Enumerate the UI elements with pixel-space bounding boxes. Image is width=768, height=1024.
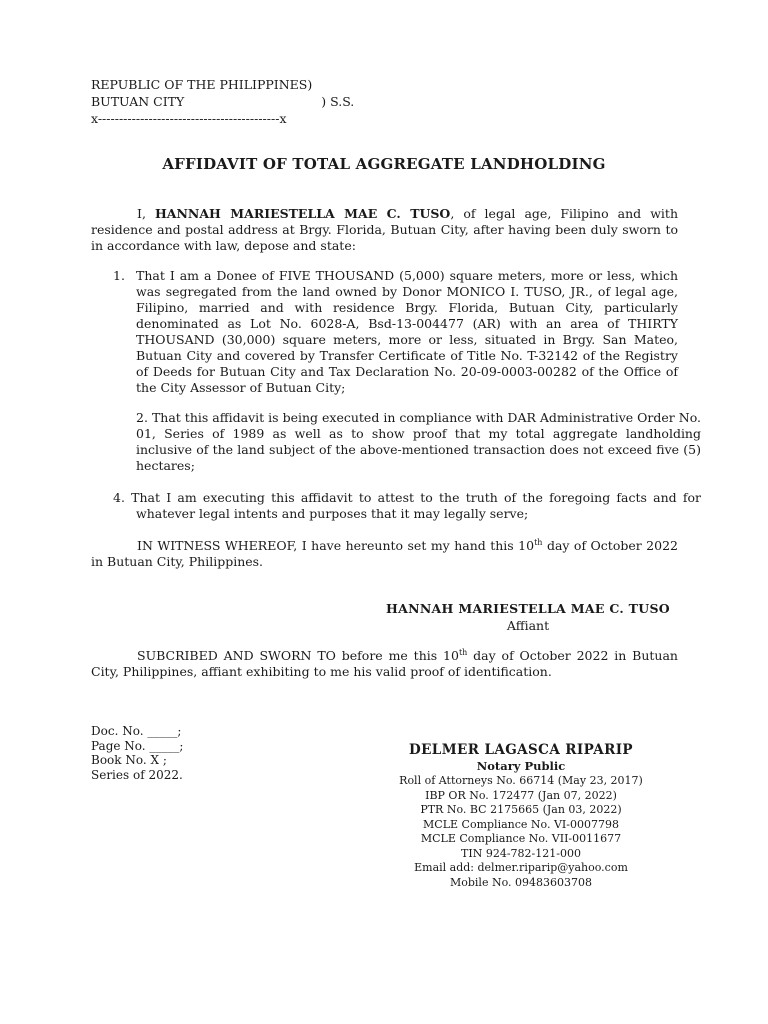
item-body: That this affidavit is being executed in compliance with DAR Administrative Order No. 01, Series of 1989 as well as to show proof that my total aggregate landholding inclusive of the land subject of the above-mentioned transaction does not exceed five (5) hectares;: [136, 410, 701, 473]
affiant-label: Affiant: [506, 618, 550, 633]
notary-credential: MCLE Compliance No. VII-0011677: [420, 832, 622, 845]
item-number: 2.: [136, 410, 148, 425]
venue-separator: x-------------------------------------------x: [91, 111, 287, 126]
venue-ss: ) S.S.: [321, 94, 355, 109]
affiant-name: HANNAH MARIESTELLA MAE C. TUSO: [386, 601, 670, 616]
notary-mobile: Mobile No. 09483603708: [449, 875, 592, 889]
intro-post: after having been duly sworn to in accordance with law, depose and state:: [91, 222, 678, 253]
doc-no: Doc. No. _____;: [91, 724, 182, 738]
affiant-name-inline: HANNAH MARIESTELLA MAE C. TUSO: [154, 206, 451, 221]
venue-city: BUTUAN CITY: [91, 94, 185, 109]
affiant-signature-block: [380, 600, 676, 634]
notary-credential: TIN 924-782-121-000: [461, 846, 581, 860]
intro-mid: , of legal age, Filipino and with residence and postal address at Brgy. Florida, Butuan City,: [91, 206, 678, 237]
notary-title: Notary Public: [476, 759, 566, 773]
witness-post: day of October 2022 in Butuan City, Philippines.: [91, 538, 678, 569]
item-text: That I am a Donee of FIVE THOUSAND (5,000) square meters, more or less, which was segregated from the land owned by Donor MONICO I. TUSO, JR., of legal age, Filipino, married and with residence Brgy. Florida, Butuan City, particularly denominated as Lot No. 6028-A, Bsd-13-004477 (AR) with an area of THIRTY THOUSAND (30,000) square meters, more or less, situated in Brgy. San Mateo, Butuan City and covered by Transfer Certificate of Title No. T-32142 of the Registry of Deeds for Butuan City and Tax Declaration No. 20-09-0003-00282 of the Office of the City Assessor of Butuan City;: [136, 268, 678, 395]
sworn-post: day of October 2022 in Butuan City, Philippines, affiant exhibiting to me his valid proof of identification.: [91, 648, 678, 679]
item-number: 1.: [113, 268, 125, 283]
witness-paragraph: [91, 538, 678, 570]
intro-paragraph: [91, 206, 678, 254]
witness-pre: IN WITNESS WHEREOF, I have hereunto set my hand this 10: [137, 538, 535, 553]
series: Series of 2022.: [91, 767, 183, 782]
witness-sup: th: [534, 537, 543, 547]
doc-info-block: [91, 724, 183, 782]
item-number: 4.: [113, 490, 125, 505]
notary-email[interactable]: Email add: delmer.riparip@yahoo.com: [414, 861, 628, 874]
sworn-sup: th: [458, 647, 468, 657]
item-body: That I am executing this affidavit to attest to the truth of the foregoing facts and for whatever legal intents and purposes that it may legally serve;: [131, 490, 702, 521]
document-title: AFFIDAVIT OF TOTAL AGGREGATE LANDHOLDING: [162, 155, 606, 173]
item-text: [113, 410, 701, 474]
notary-credential: Roll of Attorneys No. 66714 (May 23, 2017): [399, 774, 643, 787]
notary-credential: IBP OR No. 172477 (Jan 07, 2022): [425, 788, 617, 802]
item-text: [113, 490, 701, 522]
notary-credential: PTR No. BC 2175665 (Jan 03, 2022): [420, 803, 622, 816]
notary-block: [390, 741, 652, 890]
venue-block: [91, 76, 354, 127]
jurat-paragraph: [91, 648, 678, 680]
notary-credential: MCLE Compliance No. VI-0007798: [423, 817, 619, 831]
book-no: Book No. X ;: [91, 753, 167, 767]
sworn-pre: SUBCRIBED AND SWORN TO before me this 10: [137, 648, 459, 663]
venue-republic: REPUBLIC OF THE PHILIPPINES): [91, 77, 313, 92]
venue-city-line: [91, 93, 354, 110]
page-no: Page No. _____;: [91, 738, 184, 753]
notary-name: DELMER LAGASCA RIPARIP: [409, 742, 633, 758]
intro-pre: I,: [137, 206, 155, 221]
